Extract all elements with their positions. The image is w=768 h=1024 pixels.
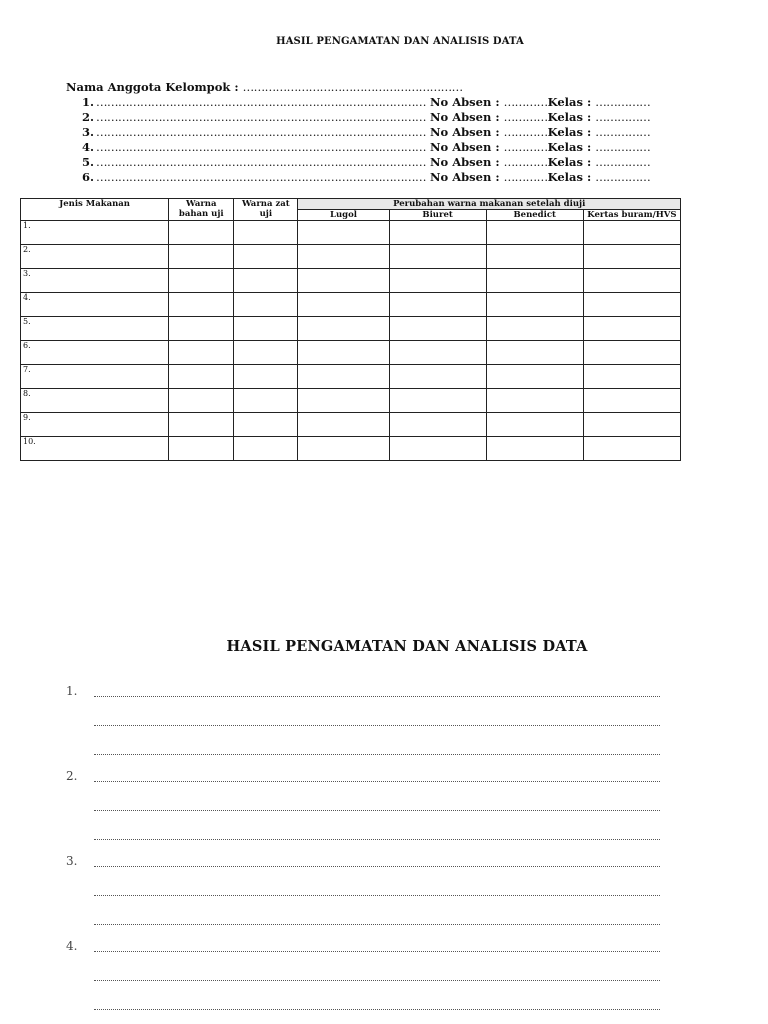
answer-line[interactable] (94, 810, 660, 811)
member-number: 5. (82, 155, 95, 169)
answer-line[interactable] (94, 754, 660, 755)
header-warna-zat-uji: Warna zat uji (234, 199, 298, 221)
observation-table (20, 198, 681, 461)
absen-label: No Absen : (430, 125, 500, 139)
kelas-label: Kelas : (547, 155, 592, 169)
warna-bahan-cell[interactable] (169, 341, 234, 365)
kelas-label: Kelas : (547, 140, 592, 154)
warna-zat-cell[interactable] (234, 437, 298, 461)
warna-zat-cell[interactable] (234, 269, 298, 293)
warna-zat-cell[interactable] (234, 245, 298, 269)
warna-zat-cell[interactable] (234, 341, 298, 365)
analysis-item-number: 1. (66, 684, 78, 698)
member-number: 6. (82, 170, 95, 184)
table-row (21, 293, 681, 317)
benedict-cell[interactable] (486, 317, 583, 341)
group-members-section (66, 80, 650, 185)
answer-line[interactable] (94, 980, 660, 981)
warna-bahan-cell[interactable] (169, 269, 234, 293)
warna-zat-cell[interactable] (234, 365, 298, 389)
members-label: Nama Anggota Kelompok : (66, 80, 239, 94)
page-title-top: HASIL PENGAMATAN DAN ANALISIS DATA (276, 36, 524, 47)
member-name-field[interactable]: ……………………………………………………………………………… (96, 95, 426, 109)
table-row (21, 269, 681, 293)
member-row (66, 155, 650, 170)
kertas-cell[interactable] (583, 389, 680, 413)
answer-line[interactable] (94, 951, 660, 952)
lugol-cell[interactable] (298, 389, 389, 413)
absen-field[interactable]: ………… (503, 95, 548, 109)
header-warna-bahan-uji: Warna bahan uji (169, 199, 234, 221)
warna-bahan-cell[interactable] (169, 245, 234, 269)
kelas-field[interactable]: …………… (595, 155, 651, 169)
biuret-cell[interactable] (389, 365, 486, 389)
lugol-cell[interactable] (298, 221, 389, 245)
benedict-cell[interactable] (486, 365, 583, 389)
kertas-cell[interactable] (583, 269, 680, 293)
kelas-label: Kelas : (547, 95, 592, 109)
biuret-cell[interactable] (389, 221, 486, 245)
answer-line[interactable] (94, 866, 660, 867)
analysis-item-number: 3. (66, 854, 78, 868)
kelas-field[interactable]: …………… (595, 95, 651, 109)
benedict-cell[interactable] (486, 221, 583, 245)
row-number-cell[interactable]: 9. (21, 413, 169, 437)
lugol-cell[interactable] (298, 293, 389, 317)
kertas-cell[interactable] (583, 293, 680, 317)
kertas-cell[interactable] (583, 437, 680, 461)
kelas-field[interactable]: …………… (595, 125, 651, 139)
page-title-bottom: HASIL PENGAMATAN DAN ANALISIS DATA (226, 638, 588, 655)
lugol-cell[interactable] (298, 437, 389, 461)
answer-line[interactable] (94, 839, 660, 840)
kelas-label: Kelas : (547, 125, 592, 139)
analysis-item-number: 4. (66, 939, 78, 953)
table-row (21, 245, 681, 269)
kertas-cell[interactable] (583, 365, 680, 389)
absen-label: No Absen : (430, 95, 500, 109)
warna-zat-cell[interactable] (234, 317, 298, 341)
biuret-cell[interactable] (389, 341, 486, 365)
table-row (21, 341, 681, 365)
biuret-cell[interactable] (389, 269, 486, 293)
member-row (66, 140, 650, 155)
lugol-cell[interactable] (298, 413, 389, 437)
kertas-cell[interactable] (583, 317, 680, 341)
table-row (21, 365, 681, 389)
table-row (21, 437, 681, 461)
kelas-field[interactable]: …………… (595, 140, 651, 154)
warna-bahan-cell[interactable] (169, 437, 234, 461)
analysis-section (66, 684, 666, 1024)
row-number-cell[interactable]: 1. (21, 221, 169, 245)
absen-field[interactable]: ………… (503, 125, 548, 139)
analysis-item-number: 2. (66, 769, 78, 783)
benedict-cell[interactable] (486, 389, 583, 413)
member-row (66, 110, 650, 125)
kertas-cell[interactable] (583, 341, 680, 365)
lugol-cell[interactable] (298, 341, 389, 365)
benedict-cell[interactable] (486, 269, 583, 293)
warna-bahan-cell[interactable] (169, 413, 234, 437)
member-row (66, 170, 650, 185)
lugol-cell[interactable] (298, 245, 389, 269)
warna-bahan-cell[interactable] (169, 365, 234, 389)
biuret-cell[interactable] (389, 317, 486, 341)
warna-bahan-cell[interactable] (169, 293, 234, 317)
warna-bahan-cell[interactable] (169, 317, 234, 341)
row-number-cell[interactable]: 5. (21, 317, 169, 341)
biuret-cell[interactable] (389, 413, 486, 437)
member-name-field[interactable]: ……………………………………………………………………………… (96, 140, 426, 154)
absen-field[interactable]: ………… (503, 110, 548, 124)
benedict-cell[interactable] (486, 293, 583, 317)
lugol-cell[interactable] (298, 269, 389, 293)
answer-line[interactable] (94, 1009, 660, 1010)
table-row (21, 221, 681, 245)
header-lugol: Lugol (298, 210, 389, 221)
lugol-cell[interactable] (298, 317, 389, 341)
benedict-cell[interactable] (486, 341, 583, 365)
kertas-cell[interactable] (583, 245, 680, 269)
absen-label: No Absen : (430, 140, 500, 154)
answer-line[interactable] (94, 696, 660, 697)
biuret-cell[interactable] (389, 245, 486, 269)
member-name-field[interactable]: ……………………………………………………………………………… (96, 170, 426, 184)
row-number-cell[interactable]: 10. (21, 437, 169, 461)
warna-bahan-cell[interactable] (169, 389, 234, 413)
row-number-cell[interactable]: 7. (21, 365, 169, 389)
warna-zat-cell[interactable] (234, 413, 298, 437)
header-kertas: Kertas buram/HVS (583, 210, 680, 221)
members-label-row (66, 80, 650, 95)
member-number: 2. (82, 110, 95, 124)
absen-label: No Absen : (430, 170, 500, 184)
header-perubahan-warna: Perubahan warna makanan setelah diuji (298, 199, 681, 210)
lugol-cell[interactable] (298, 365, 389, 389)
kelas-label: Kelas : (547, 110, 592, 124)
absen-label: No Absen : (430, 155, 500, 169)
biuret-cell[interactable] (389, 389, 486, 413)
biuret-cell[interactable] (389, 293, 486, 317)
kelas-field[interactable]: …………… (595, 110, 651, 124)
row-number-cell[interactable]: 3. (21, 269, 169, 293)
member-row (66, 125, 650, 140)
warna-zat-cell[interactable] (234, 389, 298, 413)
member-row (66, 95, 650, 110)
analysis-item (66, 684, 666, 769)
answer-line[interactable] (94, 725, 660, 726)
benedict-cell[interactable] (486, 437, 583, 461)
row-number-cell[interactable]: 2. (21, 245, 169, 269)
row-number-cell[interactable]: 8. (21, 389, 169, 413)
member-name-field[interactable]: ……………………………………………………………………………… (96, 110, 426, 124)
benedict-cell[interactable] (486, 413, 583, 437)
absen-label: No Absen : (430, 110, 500, 124)
header-benedict: Benedict (486, 210, 583, 221)
kertas-cell[interactable] (583, 221, 680, 245)
answer-line[interactable] (94, 781, 660, 782)
absen-field[interactable]: ………… (503, 140, 548, 154)
member-number: 1. (82, 95, 95, 109)
answer-line[interactable] (94, 924, 660, 925)
row-number-cell[interactable]: 6. (21, 341, 169, 365)
answer-line[interactable] (94, 895, 660, 896)
warna-zat-cell[interactable] (234, 221, 298, 245)
absen-field[interactable]: ………… (503, 170, 548, 184)
kelas-field[interactable]: …………… (595, 170, 651, 184)
header-biuret: Biuret (389, 210, 486, 221)
table-row (21, 389, 681, 413)
member-number: 3. (82, 125, 95, 139)
table-row (21, 413, 681, 437)
warna-bahan-cell[interactable] (169, 221, 234, 245)
analysis-item (66, 939, 666, 1024)
table-row (21, 317, 681, 341)
kertas-cell[interactable] (583, 413, 680, 437)
member-name-field[interactable]: ……………………………………………………………………………… (96, 125, 426, 139)
member-name-field[interactable]: ……………………………………………………………………………… (96, 155, 426, 169)
analysis-item (66, 854, 666, 939)
row-number-cell[interactable]: 4. (21, 293, 169, 317)
biuret-cell[interactable] (389, 437, 486, 461)
kelas-label: Kelas : (547, 170, 592, 184)
warna-zat-cell[interactable] (234, 293, 298, 317)
header-jenis-makanan: Jenis Makanan (21, 199, 169, 221)
members-label-dots: …………………………………………………… (242, 80, 463, 94)
member-number: 4. (82, 140, 95, 154)
analysis-item (66, 769, 666, 854)
benedict-cell[interactable] (486, 245, 583, 269)
absen-field[interactable]: ………… (503, 155, 548, 169)
